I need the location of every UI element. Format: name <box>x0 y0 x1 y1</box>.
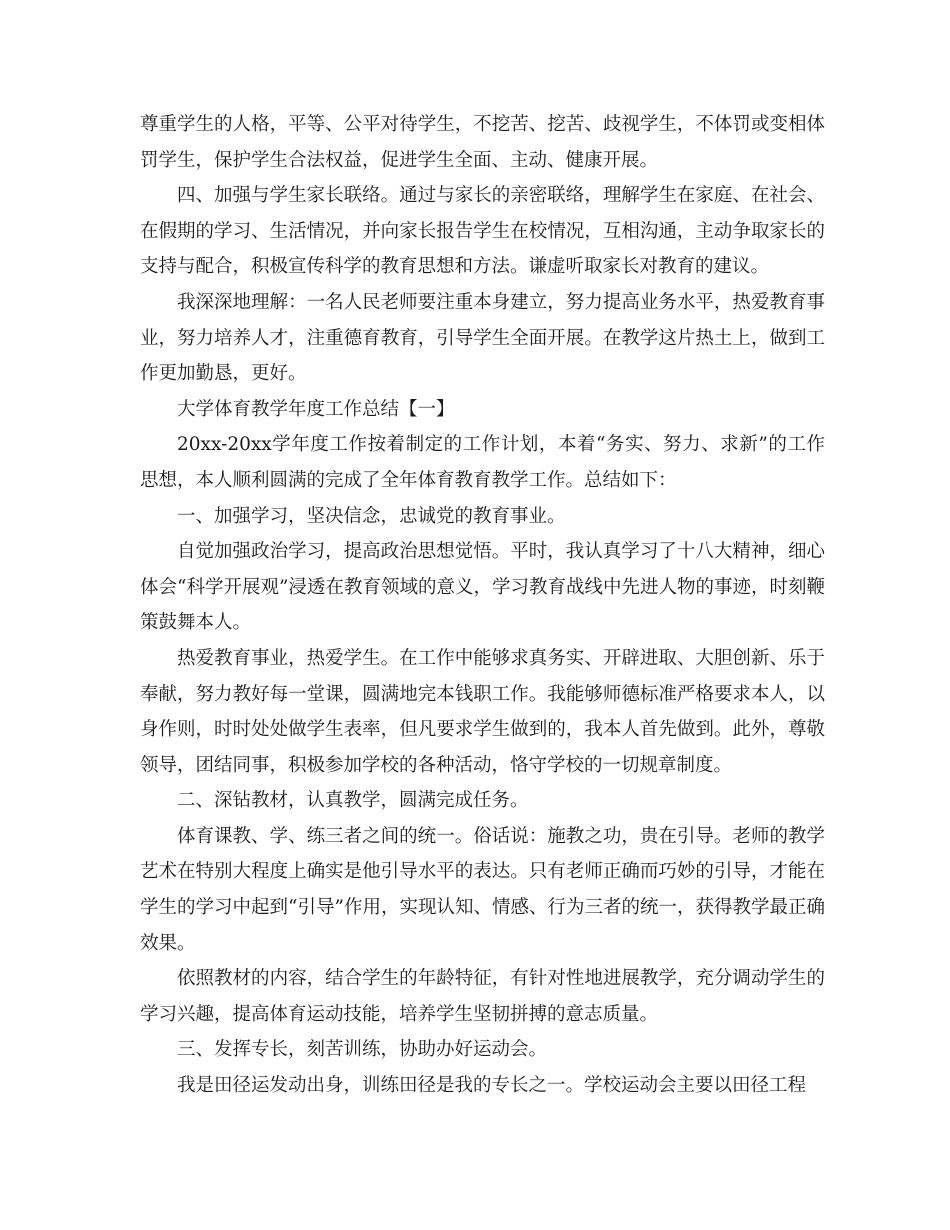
paragraph: 我深深地理解：一名人民老师要注重本身建立，努力提高业务水平，热爱教育事业，努力培养人才，注重德育教育，引导学生全面开展。在教学这片热土上，做到工作更加勤恳，更好。 <box>140 291 825 385</box>
section-heading: 二、深钻教材，认真教学，圆满完成任务。 <box>177 790 529 812</box>
paragraph: 尊重学生的人格，平等、公平对待学生，不挖苦、挖苦、歧视学生，不体罚或变相体罚学生，保护学生合法权益，促进学生全面、主动、健康开展。 <box>140 114 825 171</box>
paragraph: 热爱教育事业，热爱学生。在工作中能够求真务实、开辟进取、大胆创新、乐于奉献，努力教好每一堂课，圆满地完本钱职工作。我能够师德标准严格要求本人，以身作则，时时处处做学生表率，但凡要求学生做到的，我本人首先做到。此外，尊敬领导，团结同事，积极参加学校的各种活动，恪守学校的一切规章制度。 <box>140 647 825 776</box>
paragraph: 依照教材的内容，结合学生的年龄特征，有针对性地进展教学，充分调动学生的学习兴趣，提高体育运动技能，培养学生坚韧拼搏的意志质量。 <box>140 968 825 1025</box>
paragraph: 20xx-20xx学年度工作按着制定的工作计划，本着“务实、努力、求新”的工作思想，本人顺利圆满的完成了全年体育教育教学工作。总结如下： <box>140 434 825 491</box>
paragraph: 自觉加强政治学习，提高政治思想觉悟。平时，我认真学习了十八大精神，细心体会“科学开展观”浸透在教育领域的意义，学习教育战线中先进人物的事迹，时刻鞭策鼓舞本人。 <box>140 541 825 634</box>
section-heading: 一、加强学习，坚决信念，忠诚党的教育事业。 <box>177 505 566 527</box>
paragraph: 我是田径运发动出身，训练田径是我的专长之一。学校运动会主要以田径工程 <box>177 1075 807 1097</box>
section-heading: 大学体育教学年度工作总结【一】 <box>177 398 455 420</box>
paragraph: 四、加强与学生家长联络。通过与家长的亲密联络，理解学生在家庭、在社会、在假期的学习、生活情况，并向家长报告学生在校情况，互相沟通，主动争取家长的支持与配合，积极宣传科学的教育思想和方法。谦虚听取家长对教育的建议。 <box>140 185 825 278</box>
paragraph: 体育课教、学、练三者之间的统一。俗话说：施教之功，贵在引导。老师的教学艺术在特别大程度上确实是他引导水平的表达。只有老师正确而巧妙的引导，才能在学生的学习中起到“引导”作用，实现认知、情感、行为三者的统一，获得教学最正确效果。 <box>140 825 825 954</box>
document-body <box>140 107 825 1104</box>
section-heading: 三、发挥专长，刻苦训练，协助办好运动会。 <box>177 1039 548 1061</box>
